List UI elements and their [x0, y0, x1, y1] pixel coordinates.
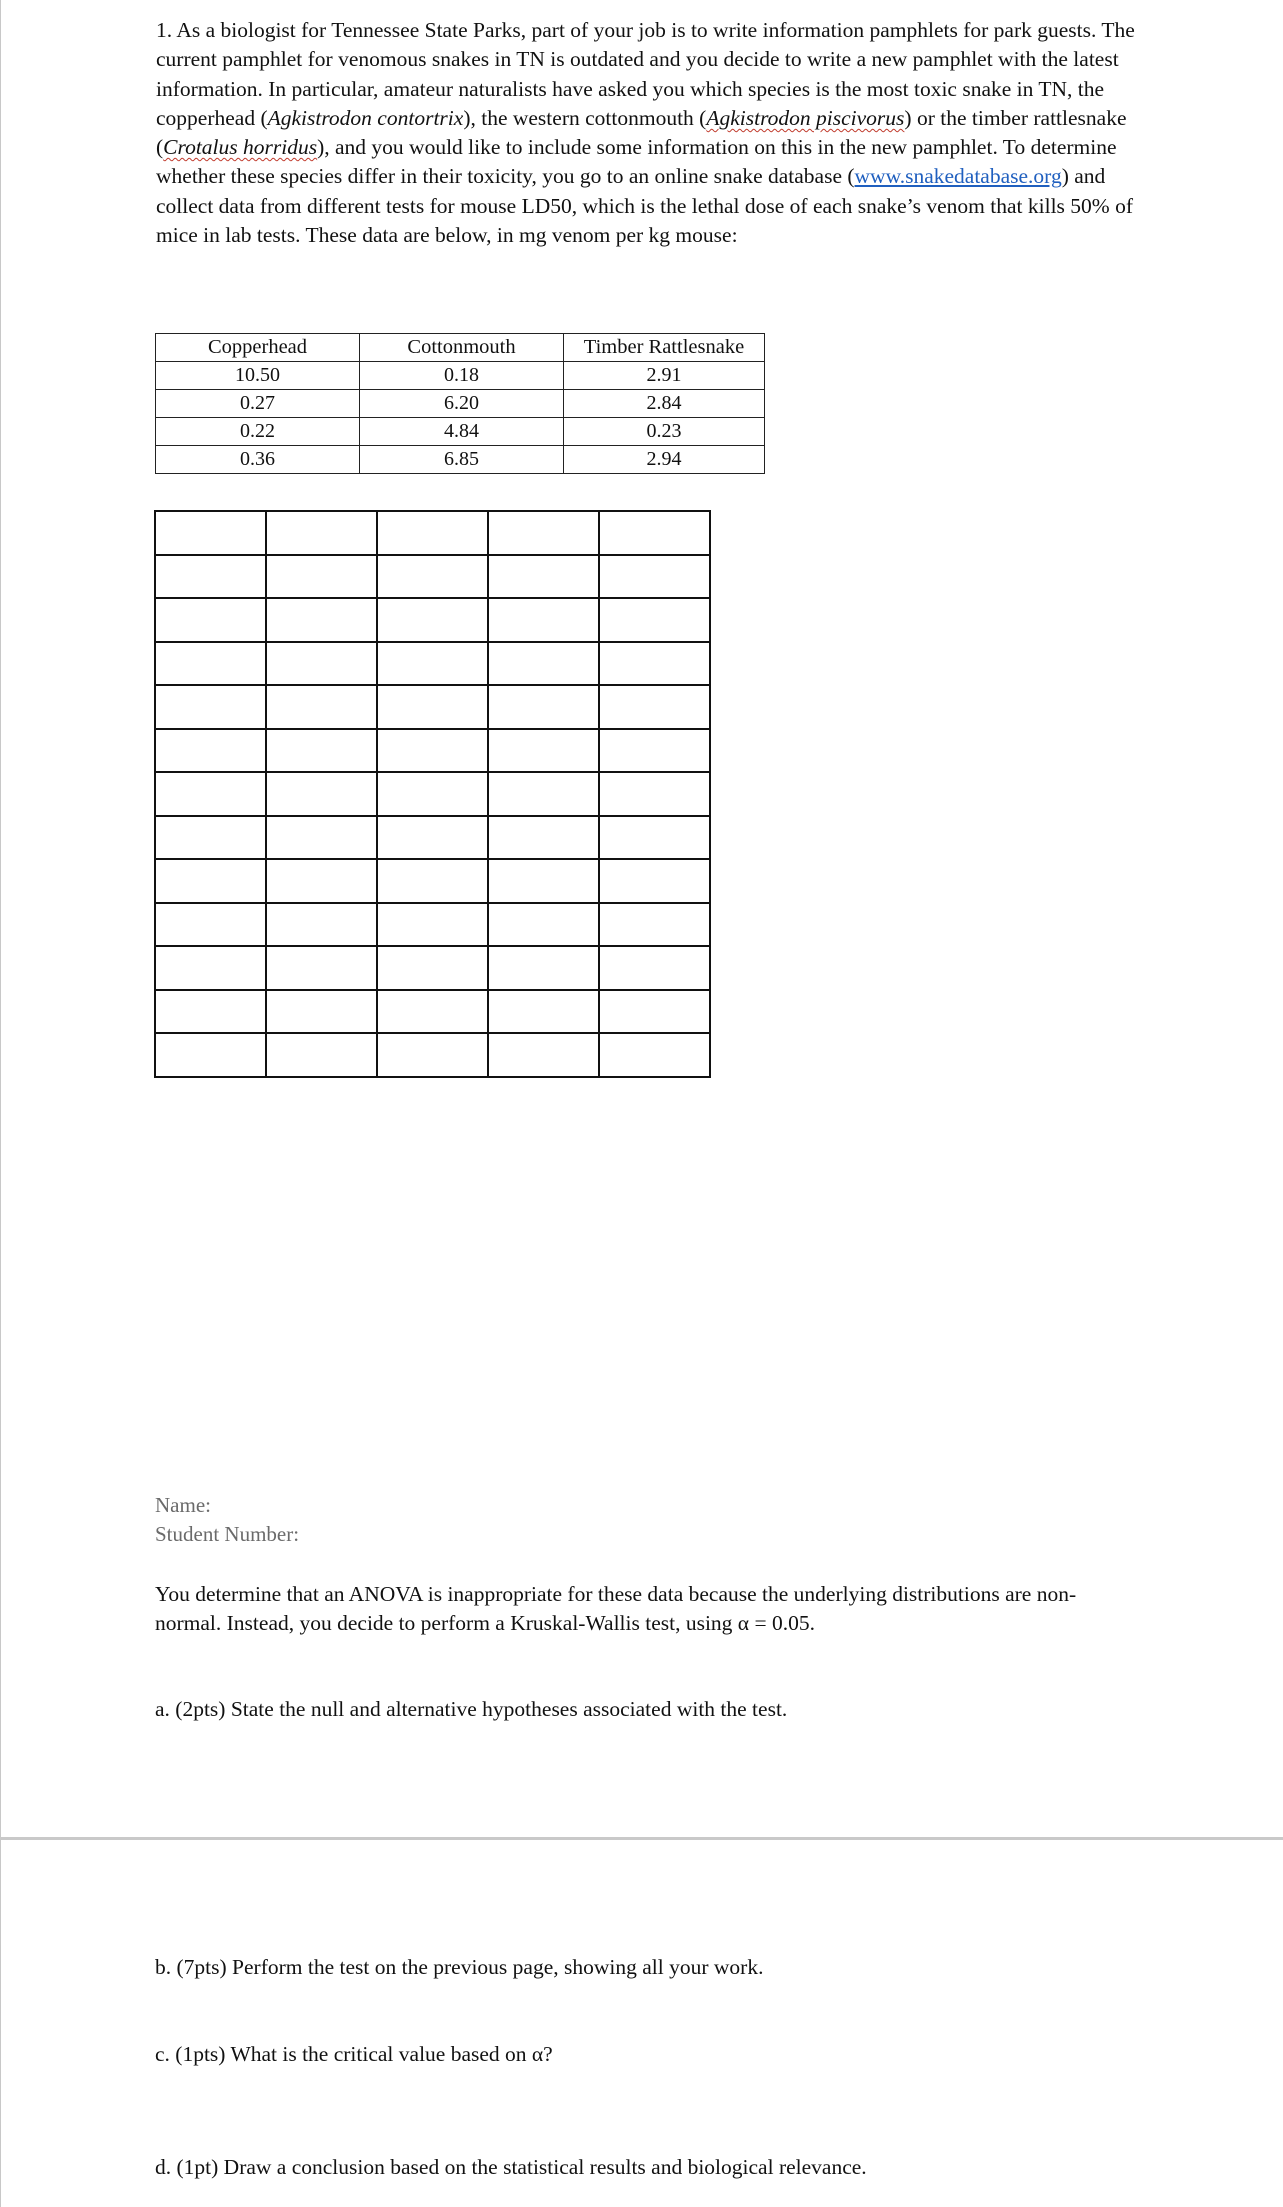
work-cell[interactable]: [599, 598, 710, 642]
table-row: [156, 446, 765, 474]
table-header-row: [156, 334, 765, 362]
work-row: [155, 946, 710, 990]
header-copperhead: Copperhead: [156, 334, 360, 362]
work-cell[interactable]: [377, 946, 488, 990]
blank-work-grid: [154, 510, 711, 1078]
ld50-data-table: [155, 333, 765, 474]
header-cottonmouth: Cottonmouth: [360, 334, 564, 362]
name-label: Name:: [155, 1493, 211, 1517]
question-a: a. (2pts) State the null and alternative hypotheses associated with the test.: [155, 1697, 788, 1721]
work-cell[interactable]: [488, 990, 599, 1034]
work-cell[interactable]: [377, 685, 488, 729]
student-number-label: Student Number:: [155, 1522, 300, 1546]
work-cell[interactable]: [155, 642, 266, 686]
work-cell[interactable]: [155, 685, 266, 729]
copperhead-scientific-name: Agkistrodon contortrix: [267, 105, 464, 130]
work-cell[interactable]: [488, 946, 599, 990]
table-row: [156, 390, 765, 418]
work-cell[interactable]: [599, 990, 710, 1034]
work-cell[interactable]: [155, 555, 266, 599]
table-cell: 4.84: [360, 418, 564, 446]
work-cell[interactable]: [377, 729, 488, 773]
work-row: [155, 555, 710, 599]
table-cell: 10.50: [156, 362, 360, 390]
table-cell: 0.18: [360, 362, 564, 390]
work-cell[interactable]: [377, 511, 488, 555]
work-cell[interactable]: [155, 598, 266, 642]
work-row: [155, 903, 710, 947]
student-info: [155, 1491, 299, 1549]
table-cell: 0.27: [156, 390, 360, 418]
work-cell[interactable]: [488, 598, 599, 642]
table-cell: 2.84: [564, 390, 765, 418]
work-cell[interactable]: [155, 511, 266, 555]
work-cell[interactable]: [155, 816, 266, 860]
work-cell[interactable]: [488, 511, 599, 555]
work-row: [155, 729, 710, 773]
work-cell[interactable]: [488, 859, 599, 903]
work-row: [155, 642, 710, 686]
table-cell: 6.85: [360, 446, 564, 474]
work-cell[interactable]: [488, 685, 599, 729]
work-cell[interactable]: [155, 946, 266, 990]
work-cell[interactable]: [377, 1033, 488, 1077]
table-row: [156, 362, 765, 390]
table-cell: 0.23: [564, 418, 765, 446]
page-2: [0, 1840, 1283, 2207]
work-cell[interactable]: [377, 598, 488, 642]
work-cell[interactable]: [266, 598, 377, 642]
work-cell[interactable]: [488, 1033, 599, 1077]
work-cell[interactable]: [155, 990, 266, 1034]
work-cell[interactable]: [155, 903, 266, 947]
table-cell: 2.91: [564, 362, 765, 390]
question-b: b. (7pts) Perform the test on the previous page, showing all your work.: [155, 1955, 764, 1979]
work-cell[interactable]: [599, 555, 710, 599]
table-cell: 0.22: [156, 418, 360, 446]
work-cell[interactable]: [599, 859, 710, 903]
work-row: [155, 1033, 710, 1077]
question-c: c. (1pts) What is the critical value based on α?: [155, 2042, 553, 2066]
cottonmouth-scientific-name: Agkistrodon piscivorus: [706, 105, 905, 130]
work-cell[interactable]: [155, 772, 266, 816]
work-cell[interactable]: [599, 772, 710, 816]
work-cell[interactable]: [599, 946, 710, 990]
work-cell[interactable]: [599, 903, 710, 947]
work-cell[interactable]: [377, 772, 488, 816]
work-cell[interactable]: [599, 642, 710, 686]
work-cell[interactable]: [266, 772, 377, 816]
work-cell[interactable]: [599, 1033, 710, 1077]
work-cell[interactable]: [488, 816, 599, 860]
work-cell[interactable]: [377, 555, 488, 599]
work-cell[interactable]: [488, 642, 599, 686]
work-row: [155, 685, 710, 729]
table-row: [156, 418, 765, 446]
work-cell[interactable]: [266, 990, 377, 1034]
work-cell[interactable]: [155, 1033, 266, 1077]
work-cell[interactable]: [266, 511, 377, 555]
work-cell[interactable]: [266, 685, 377, 729]
work-cell[interactable]: [266, 555, 377, 599]
work-cell[interactable]: [266, 816, 377, 860]
work-cell[interactable]: [377, 816, 488, 860]
work-row: [155, 511, 710, 555]
problem-number: 1.: [156, 18, 173, 42]
work-cell[interactable]: [488, 555, 599, 599]
work-cell[interactable]: [599, 816, 710, 860]
work-cell[interactable]: [266, 859, 377, 903]
table-cell: 2.94: [564, 446, 765, 474]
work-row: [155, 772, 710, 816]
work-cell[interactable]: [377, 903, 488, 947]
rattlesnake-scientific-name: Crotalus horridus: [163, 135, 318, 160]
work-cell[interactable]: [266, 642, 377, 686]
work-cell[interactable]: [377, 859, 488, 903]
work-cell[interactable]: [266, 946, 377, 990]
work-cell[interactable]: [266, 903, 377, 947]
snake-database-link[interactable]: www.snakedatabase.org: [854, 164, 1062, 189]
table-cell: 0.36: [156, 446, 360, 474]
work-row: [155, 990, 710, 1034]
work-cell[interactable]: [599, 511, 710, 555]
work-cell[interactable]: [488, 903, 599, 947]
work-cell[interactable]: [599, 729, 710, 773]
work-row: [155, 598, 710, 642]
work-row: [155, 816, 710, 860]
work-cell[interactable]: [377, 990, 488, 1034]
work-cell[interactable]: [266, 1033, 377, 1077]
question-d: d. (1pt) Draw a conclusion based on the statistical results and biological relevance.: [155, 2155, 867, 2179]
work-cell[interactable]: [155, 859, 266, 903]
work-cell[interactable]: [599, 685, 710, 729]
work-cell[interactable]: [155, 729, 266, 773]
work-cell[interactable]: [266, 729, 377, 773]
table-cell: 6.20: [360, 390, 564, 418]
work-row: [155, 859, 710, 903]
work-cell[interactable]: [488, 729, 599, 773]
work-cell[interactable]: [488, 772, 599, 816]
test-intro: You determine that an ANOVA is inappropriate for these data because the underlying distributions are non-normal. Instead, you decide to perform a Kruskal-Wallis test, using α = 0.05.: [155, 1582, 1077, 1635]
header-timber-rattlesnake: Timber Rattlesnake: [564, 334, 765, 362]
work-cell[interactable]: [377, 642, 488, 686]
problem-statement: 1. As a biologist for Tennessee State Parks, part of your job is to write information pamphlets for park guests. The current pamphlet for venomous snakes in TN is outdated and you decide to write a new pamphlet with the latest information. In particular, amateur naturalists have asked you which species is the most toxic snake in TN, the copperhead (Agkistrodon contortrix), the western cottonmouth (Agkistrodon piscivorus) or the timber rattlesnake (Crotalus horridus), and you would like to include some information on this in the new pamphlet. To determine whether these species differ in their toxicity, you go to an online snake database (www.snakedatabase.org) and collect data from different tests for mouse LD50, which is the lethal dose of each snake’s venom that kills 50% of mice in lab tests. These data are below, in mg venom per kg mouse:: [156, 18, 1135, 248]
